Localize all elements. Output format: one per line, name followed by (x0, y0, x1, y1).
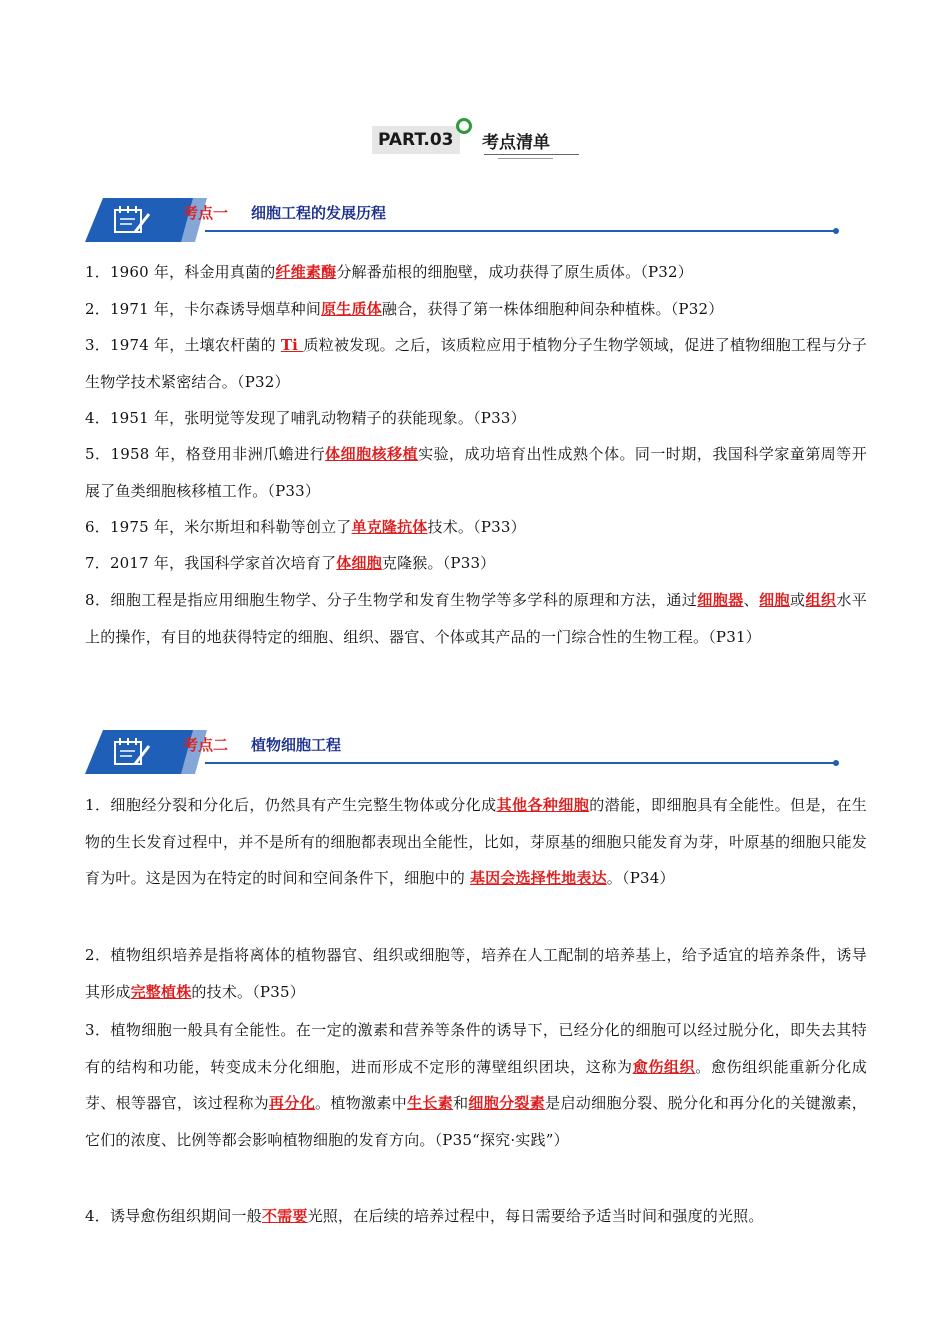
part-title: 考点清单 (482, 133, 550, 153)
list-item: 1．1960 年，科金用真菌的纤维素酶分解番茄根的细胞壁，成功获得了原生质体。（P32） (85, 263, 693, 281)
part-label: PART.03 (372, 126, 460, 154)
list-item: 4．1951 年，张明觉等发现了哺乳动物精子的获能现象。（P33） (85, 409, 526, 427)
section-banner-1 (85, 198, 842, 242)
list-item: 3．植物细胞一般具有全能性。在一定的激素和营养等条件的诱导下，已经分化的细胞可以经过脱分化，即失去其特有的结构和功能，转变成未分化细胞，进而形成不定形的薄壁组织团块，这称为愈伤组织。愈伤组织能重新分化成芽、根等器官，该过程称为再分化。植物激素中生长素和细胞分裂素是启动细胞分裂、脱分化和再分化的关键激素，它们的浓度、比例等都会影响植物细胞的发育方向。（P35“探究·实践”） (85, 1021, 868, 1149)
answer-term: 细胞分裂素 (468, 1094, 546, 1112)
answer-term: 原生质体 (321, 300, 382, 318)
title-underline (484, 154, 579, 155)
answer-term: 愈伤组织 (632, 1057, 696, 1076)
answer-term: 再分化 (269, 1094, 316, 1112)
list-item: 2．1971 年，卡尔森诱导烟草种间原生质体融合，获得了第一株体细胞种间杂种植株。（P32） (85, 300, 724, 318)
list-item: 4．诱导愈伤组织期间一般不需要光照，在后续的培养过程中，每日需要给予适当时间和强度的光照。 (85, 1207, 764, 1225)
answer-term: 纤维素酶 (275, 263, 337, 281)
part-header (372, 118, 592, 162)
answer-term: 组织 (805, 591, 837, 609)
list-item: 1．细胞经分裂和分化后，仍然具有产生完整生物体或分化成其他各种细胞的潜能，即细胞具有全能性。但是，在生物的生长发育过程中，并不是所有的细胞都表现出全能性，比如，芽原基的细胞只能发育为芽，叶原基的细胞只能发育为叶。这是因为在特定的时间和空间条件下，细胞中的 基因会选择性地表达。（P34） (85, 796, 867, 887)
list-item: 5．1958 年，格登用非洲爪蟾进行体细胞核移植实验，成功培育出性成熟个体。同一时期，我国科学家童第周等开展了鱼类细胞核移植工作。（P33） (85, 445, 867, 500)
answer-term: 基因会选择性地表达 (469, 869, 607, 887)
rule-end-dot (833, 760, 839, 766)
answer-term: Ti (280, 336, 304, 354)
list-item: 7．2017 年，我国科学家首次培育了体细胞克隆猴。（P33） (85, 554, 496, 572)
section-title: 细胞工程的发展历程 (251, 204, 387, 222)
section-rule (205, 230, 835, 232)
section-title: 植物细胞工程 (251, 736, 342, 754)
list-item: 6．1975 年，米尔斯坦和科勒等创立了单克隆抗体技术。（P33） (85, 518, 526, 536)
list-item: 3．1974 年，土壤农杆菌的 Ti 质粒被发现。之后，该质粒应用于植物分子生物学领域，促进了植物细胞工程与分子生物学技术紧密结合。（P32） (85, 336, 867, 391)
answer-term: 细胞器 (697, 591, 744, 609)
answer-term: 体细胞核移植 (325, 445, 419, 463)
section-tag: 考点一 (183, 204, 229, 222)
answer-term: 不需要 (261, 1207, 308, 1225)
answer-term: 其他各种细胞 (496, 796, 590, 814)
answer-term: 生长素 (407, 1094, 454, 1112)
section-banner-2 (85, 730, 842, 774)
answer-term: 单克隆抗体 (351, 518, 428, 536)
answer-term: 细胞 (759, 591, 790, 609)
list-item: 8．细胞工程是指应用细胞生物学、分子生物学和发育生物学等多学科的原理和方法，通过细胞器、细胞或组织水平上的操作，有目的地获得特定的细胞、组织、器官、个体或其产品的一门综合性的生物工程。（P31） (85, 591, 867, 646)
title-underline-short (498, 158, 553, 159)
answer-term: 完整植株 (130, 982, 192, 1001)
section-tag: 考点二 (183, 736, 229, 754)
ring-icon (456, 118, 472, 134)
section-rule (205, 762, 835, 764)
list-item: 2．植物组织培养是指将离体的植物器官、组织或细胞等，培养在人工配制的培养基上，给予适宜的培养条件，诱导其形成完整植株的技术。（P35） (85, 946, 867, 1001)
rule-end-dot (833, 228, 839, 234)
answer-term: 体细胞 (336, 554, 382, 572)
